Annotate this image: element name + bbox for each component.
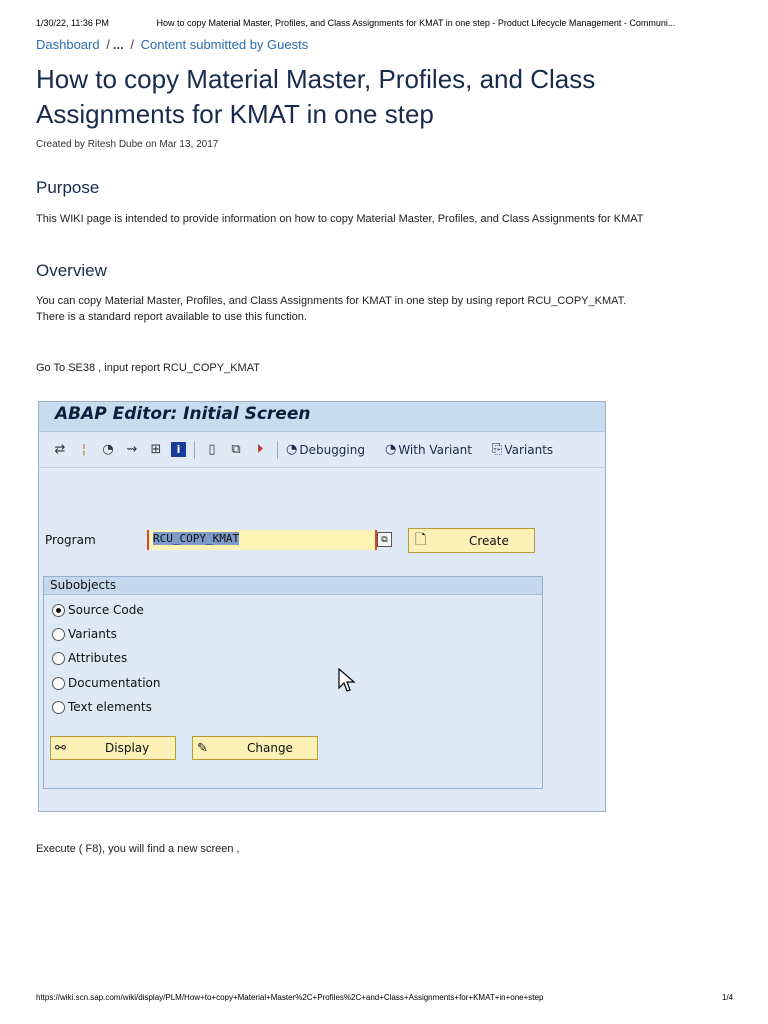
execute-icon[interactable]: ⏵ bbox=[256, 442, 264, 457]
radio-button[interactable] bbox=[52, 652, 65, 665]
radio-documentation[interactable] bbox=[52, 676, 161, 690]
breadcrumb-ellipsis[interactable]: ... bbox=[112, 37, 124, 52]
variants-label: Variants bbox=[504, 442, 554, 457]
breadcrumb-guests-link[interactable]: Content submitted by Guests bbox=[140, 37, 309, 52]
sap-body bbox=[39, 468, 605, 812]
page-number: 1/4 bbox=[722, 993, 734, 1002]
radio-button[interactable] bbox=[52, 628, 65, 641]
breadcrumb bbox=[36, 37, 308, 52]
glasses-icon: ⚯ bbox=[55, 740, 66, 756]
with-variant-label: With Variant bbox=[398, 442, 472, 457]
other-object-icon[interactable]: ⇄ bbox=[54, 442, 66, 457]
radio-label: Text elements bbox=[68, 700, 152, 714]
info-icon[interactable]: i bbox=[171, 442, 186, 457]
breadcrumb-separator: / bbox=[106, 37, 110, 52]
sap-screenshot bbox=[38, 401, 606, 812]
variants-icon: ⎘ bbox=[491, 442, 503, 457]
display-label: Display bbox=[105, 741, 150, 755]
with-variant-icon: ◔ bbox=[384, 442, 397, 457]
radio-label: Source Code bbox=[68, 603, 144, 617]
print-page-title: How to copy Material Master, Profiles, and Class Assignments for KMAT in one step - Product Lifecycle Management - Communi... bbox=[156, 18, 676, 28]
new-document-icon: 🗋 bbox=[415, 531, 427, 548]
sap-title: ABAP Editor: Initial Screen bbox=[39, 402, 605, 432]
radio-label: Attributes bbox=[68, 651, 128, 665]
radio-text-elements[interactable] bbox=[52, 700, 152, 714]
radio-attributes[interactable] bbox=[52, 651, 127, 665]
activate-icon[interactable]: ◔ bbox=[102, 442, 114, 457]
with-variant-button[interactable] bbox=[385, 442, 472, 457]
overview-text bbox=[36, 293, 736, 325]
display-button[interactable] bbox=[50, 736, 176, 760]
byline: Created by Ritesh Dube on Mar 13, 2017 bbox=[36, 139, 219, 150]
debugging-icon: ◔ bbox=[286, 442, 298, 457]
goto-text: Go To SE38 , input report RCU_COPY_KMAT bbox=[36, 362, 260, 374]
overview-line-1: You can copy Material Master, Profiles, and Class Assignments for KMAT in one step by using report RCU_COPY_KMAT. bbox=[36, 295, 627, 307]
where-used-icon[interactable]: ⊞ bbox=[150, 442, 162, 457]
radio-label: Documentation bbox=[68, 676, 161, 690]
print-footer-url: https://wiki.scn.sap.com/wiki/display/PLM/How+to+copy+Material+Master%2C+Profiles%2C+and+Class+Assignments+for+KMAT+in+one+step bbox=[36, 993, 544, 1002]
debugging-button[interactable] bbox=[286, 442, 365, 457]
pencil-icon: ✎ bbox=[197, 740, 208, 756]
change-label: Change bbox=[247, 741, 293, 755]
toolbar-divider bbox=[277, 441, 278, 459]
radio-button-selected[interactable] bbox=[52, 604, 65, 617]
purpose-text: This WIKI page is intended to provide information on how to copy Material Master, Profiles, and Class Assignments for KMAT bbox=[36, 213, 644, 225]
radio-label: Variants bbox=[68, 627, 117, 641]
breadcrumb-separator: / bbox=[130, 37, 134, 52]
delete-icon[interactable]: ▯ bbox=[208, 442, 216, 457]
page-title: How to copy Material Master, Profiles, and Class Assignments for KMAT in one step bbox=[36, 64, 596, 129]
execute-text: Execute ( F8), you will find a new screen , bbox=[36, 843, 240, 855]
radio-button[interactable] bbox=[52, 677, 65, 690]
test-icon[interactable]: ⇝ bbox=[126, 442, 138, 457]
radio-variants[interactable] bbox=[52, 627, 117, 641]
variants-button[interactable] bbox=[492, 442, 553, 457]
create-button[interactable] bbox=[408, 528, 535, 553]
purpose-heading: Purpose bbox=[36, 178, 100, 197]
program-input[interactable] bbox=[147, 530, 377, 550]
radio-source-code[interactable] bbox=[52, 603, 144, 617]
toolbar-divider bbox=[194, 441, 195, 459]
print-datetime: 1/30/22, 11:36 PM bbox=[36, 18, 109, 28]
radio-button[interactable] bbox=[52, 701, 65, 714]
create-label: Create bbox=[469, 533, 509, 548]
program-label: Program bbox=[45, 533, 96, 547]
print-header bbox=[36, 18, 738, 28]
subobjects-group bbox=[43, 576, 543, 789]
overview-line-2: There is a standard report available to use this function. bbox=[36, 311, 307, 323]
check-icon[interactable]: ¦ bbox=[81, 442, 87, 457]
copy-icon[interactable]: ⧉ bbox=[231, 442, 241, 457]
program-value: RCU_COPY_KMAT bbox=[153, 532, 240, 545]
change-button[interactable] bbox=[192, 736, 318, 760]
value-help-icon[interactable]: ⧉ bbox=[377, 532, 392, 547]
subobjects-title: Subobjects bbox=[44, 577, 542, 595]
sap-toolbar bbox=[39, 432, 605, 468]
debugging-label: Debugging bbox=[299, 442, 365, 457]
mouse-cursor-icon bbox=[337, 668, 357, 694]
breadcrumb-dashboard-link[interactable]: Dashboard bbox=[36, 37, 100, 52]
overview-heading: Overview bbox=[36, 261, 107, 280]
